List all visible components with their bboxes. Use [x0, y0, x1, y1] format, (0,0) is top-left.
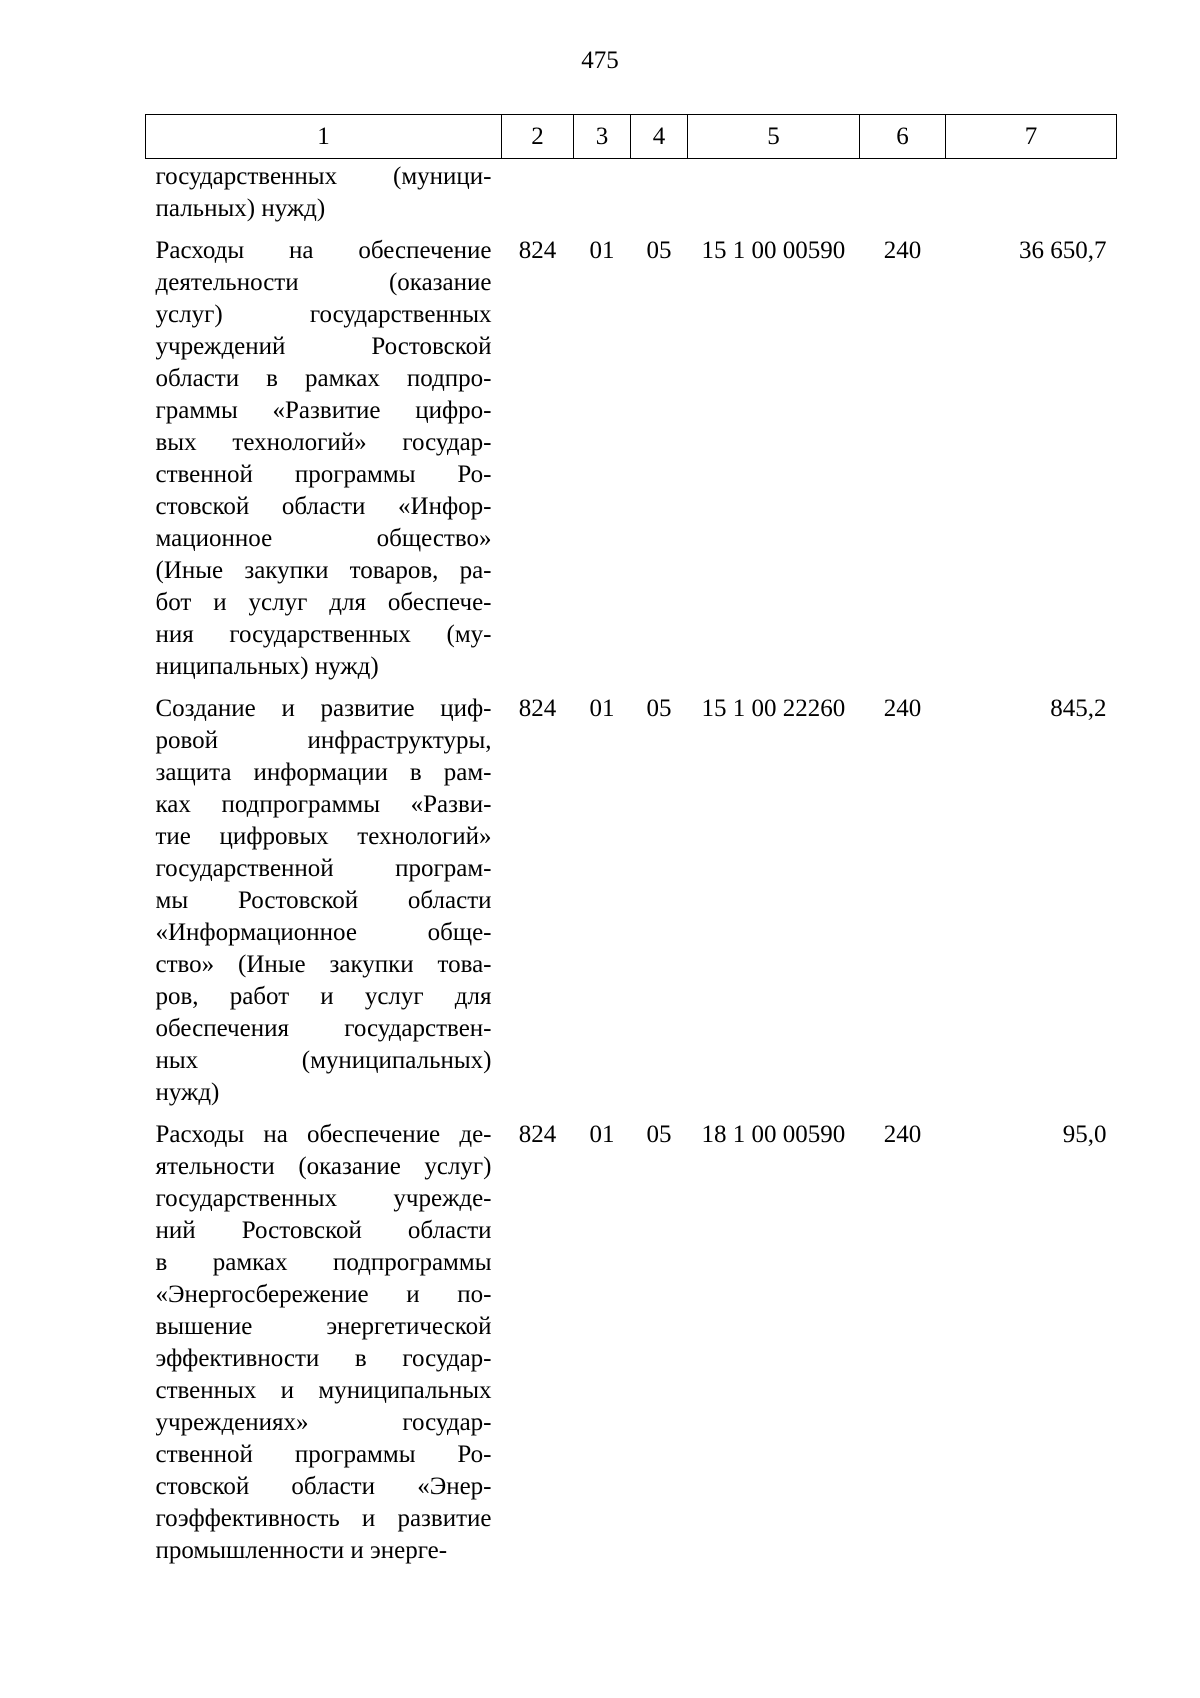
subsection-code — [631, 159, 688, 226]
table-row — [146, 1109, 1117, 1567]
expense-type-code: 240 — [883, 1121, 922, 1148]
amount — [946, 159, 1117, 226]
description-line: ровой инфраструктуры, — [155, 727, 492, 754]
description-line: государственной програм- — [155, 855, 492, 882]
description-line: учреждений Ростовской — [155, 333, 492, 360]
description-line: бот и услуг для обеспече- — [155, 589, 492, 616]
table-body — [146, 159, 1117, 1568]
ministry-code: 824 — [518, 1121, 557, 1148]
description-line: гоэффективность и развитие — [155, 1505, 492, 1532]
description-line: стовской области «Энер- — [155, 1473, 492, 1500]
description-line: ниципальных) нужд) — [155, 653, 379, 680]
description-line: ятельности (оказание услуг) — [155, 1153, 492, 1180]
description-line: (Иные закупки товаров, ра- — [155, 557, 492, 584]
description-line: пальных) нужд) — [155, 195, 326, 222]
amount: 36 650,7 — [1019, 237, 1107, 264]
description-line: ках подпрограммы «Разви- — [155, 791, 492, 818]
row-description — [146, 159, 502, 226]
target-article-code: 18 1 00 00590 — [701, 1121, 846, 1148]
description-line: эффективности в государ- — [155, 1345, 492, 1372]
ministry-code: 824 — [518, 237, 557, 264]
description-line: ных (муниципальных) — [155, 1047, 492, 1074]
ministry-code — [502, 159, 574, 226]
target-article-code: 15 1 00 22260 — [701, 695, 846, 722]
amount: 95,0 — [1062, 1121, 1107, 1148]
description-line: мационное общество» — [155, 525, 492, 552]
description-line: защита информации в рам- — [155, 759, 492, 786]
section-code: 01 — [589, 237, 615, 264]
page-number: 475 — [581, 47, 619, 74]
column-header-1: 1 — [146, 115, 502, 159]
expense-type-code: 240 — [883, 695, 922, 722]
column-header-3: 3 — [574, 115, 631, 159]
subsection-code: 05 — [646, 695, 672, 722]
row-description — [146, 1109, 502, 1567]
description-line: ния государственных (му- — [155, 621, 492, 648]
target-article-code — [688, 159, 860, 226]
description-line: граммы «Развитие цифро- — [155, 397, 492, 424]
description-line: ственных и муниципальных — [155, 1377, 492, 1404]
description-line: нужд) — [155, 1079, 220, 1106]
column-header-2: 2 — [502, 115, 574, 159]
section-code: 01 — [589, 695, 615, 722]
section-code: 01 — [589, 1121, 615, 1148]
description-line: в рамках подпрограммы — [155, 1249, 492, 1276]
expense-type-code — [860, 159, 946, 226]
description-line: ство» (Иные закупки това- — [155, 951, 492, 978]
column-header-6: 6 — [860, 115, 946, 159]
description-line: Расходы на обеспечение — [155, 237, 492, 264]
description-line: учреждениях» государ- — [155, 1409, 492, 1436]
description-line: ственной программы Ро- — [155, 1441, 492, 1468]
expense-type-code: 240 — [883, 237, 922, 264]
description-line: государственных (муници- — [155, 163, 492, 190]
description-line: Расходы на обеспечение де- — [155, 1121, 492, 1148]
description-line: «Информационное обще- — [155, 919, 492, 946]
description-line: Создание и развитие циф- — [155, 695, 492, 722]
target-article-code: 15 1 00 00590 — [701, 237, 846, 264]
description-line: услуг) государственных — [155, 301, 492, 328]
description-line: вышение энергетической — [155, 1313, 492, 1340]
description-line: ров, работ и услуг для — [155, 983, 492, 1010]
description-line: «Энергосбережение и по- — [155, 1281, 492, 1308]
header-row — [146, 115, 1117, 159]
table-row — [146, 159, 1117, 226]
table-row — [146, 225, 1117, 683]
section-code — [574, 159, 631, 226]
budget-table — [145, 114, 1117, 1567]
subsection-code: 05 — [646, 237, 672, 264]
description-line: промышленности и энерге- — [155, 1537, 448, 1564]
ministry-code: 824 — [518, 695, 557, 722]
description-line: обеспечения государствен- — [155, 1015, 492, 1042]
description-line: тие цифровых технологий» — [155, 823, 492, 850]
row-description — [146, 225, 502, 683]
subsection-code: 05 — [646, 1121, 672, 1148]
row-description — [146, 683, 502, 1109]
description-line: мы Ростовской области — [155, 887, 492, 914]
description-line: ственной программы Ро- — [155, 461, 492, 488]
column-header-7: 7 — [946, 115, 1117, 159]
description-line: деятельности (оказание — [155, 269, 492, 296]
description-line: области в рамках подпро- — [155, 365, 492, 392]
column-header-4: 4 — [631, 115, 688, 159]
amount: 845,2 — [1050, 695, 1107, 722]
description-line: государственных учрежде- — [155, 1185, 492, 1212]
column-header-5: 5 — [688, 115, 860, 159]
description-line: стовской области «Инфор- — [155, 493, 492, 520]
table-row — [146, 683, 1117, 1109]
description-line: ний Ростовской области — [155, 1217, 492, 1244]
description-line: вых технологий» государ- — [155, 429, 492, 456]
